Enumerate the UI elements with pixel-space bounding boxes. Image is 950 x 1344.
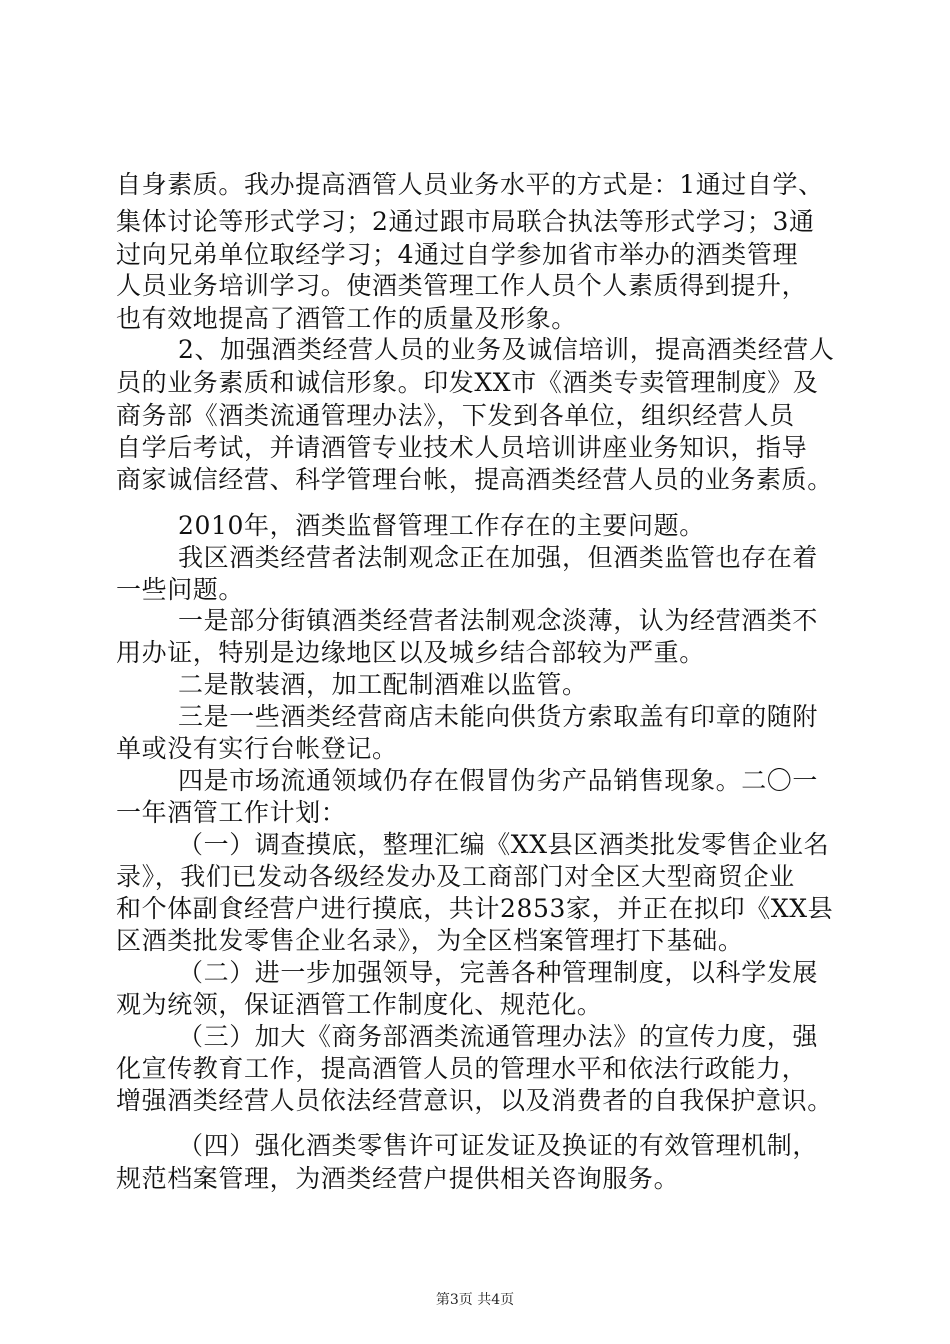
text-line: 自学后考试，并请酒管专业技术人员培训讲座业务知识，指导 <box>116 433 808 462</box>
text-line: 自身素质。我办提高酒管人员业务水平的方式是：1通过自学、 <box>116 170 824 199</box>
text-line: 二是散装酒，加工配制酒难以监管。 <box>178 670 588 699</box>
text-line: 化宣传教育工作，提高酒管人员的管理水平和依法行政能力， <box>116 1054 808 1083</box>
text-line: 单或没有实行台帐登记。 <box>116 734 398 763</box>
text-line: 人员业务培训学习。使酒类管理工作人员个人素质得到提升， <box>116 271 808 300</box>
text-line: 我区酒类经营者法制观念正在加强，但酒类监管也存在着 <box>178 543 819 572</box>
page-number: 第3页 共4页 <box>435 1292 515 1308</box>
text-line: 集体讨论等形式学习；2通过跟市局联合执法等形式学习；3通 <box>116 207 815 236</box>
text-line: 员的业务素质和诚信形象。印发XX市《酒类专卖管理制度》及 <box>116 368 819 397</box>
text-line: 2010年，酒类监督管理工作存在的主要问题。 <box>178 511 705 540</box>
text-line: 过向兄弟单位取经学习；4通过自学参加省市举办的酒类管理 <box>116 240 799 269</box>
text-line: 规范档案管理，为酒类经营户提供相关咨询服务。 <box>116 1164 680 1193</box>
text-line: （二）进一步加强领导，完善各种管理制度，以科学发展 <box>178 958 819 987</box>
text-line: 商务部《酒类流通管理办法》，下发到各单位，组织经营人员 <box>116 401 795 430</box>
text-line: （三）加大《商务部酒类流通管理办法》的宣传力度，强 <box>178 1022 819 1051</box>
text-line: 三是一些酒类经营商店未能向供货方索取盖有印章的随附 <box>178 702 819 731</box>
text-line: 商家诚信经营、科学管理台帐，提高酒类经营人员的业务素质。 <box>116 465 833 494</box>
text-line: 增强酒类经营人员依法经营意识，以及消费者的自我保护意识。 <box>116 1086 833 1115</box>
text-line: 也有效地提高了酒管工作的质量及形象。 <box>116 304 577 333</box>
text-line: 一些问题。 <box>116 575 245 604</box>
text-line: （四）强化酒类零售许可证发证及换证的有效管理机制， <box>178 1131 819 1160</box>
text-line: 区酒类批发零售企业名录》，为全区档案管理打下基础。 <box>116 926 744 955</box>
text-line: 一年酒管工作计划： <box>116 798 347 827</box>
text-line: 录》，我们已发动各级经发办及工商部门对全区大型商贸企业 <box>116 862 795 891</box>
text-line: 和个体副食经营户进行摸底，共计2853家，并正在拟印《XX县 <box>116 894 834 923</box>
text-line: （一）调查摸底，整理汇编《XX县区酒类批发零售企业名 <box>178 830 830 859</box>
text-line: 四是市场流通领域仍存在假冒伪劣产品销售现象。二〇一 <box>178 766 819 795</box>
text-line: 用办证，特别是边缘地区以及城乡结合部较为严重。 <box>116 638 705 667</box>
text-line: 2、加强酒类经营人员的业务及诚信培训，提高酒类经营人 <box>178 335 835 364</box>
text-line: 一是部分街镇酒类经营者法制观念淡薄，认为经营酒类不 <box>178 606 819 635</box>
text-line: 观为统领，保证酒管工作制度化、规范化。 <box>116 990 603 1019</box>
